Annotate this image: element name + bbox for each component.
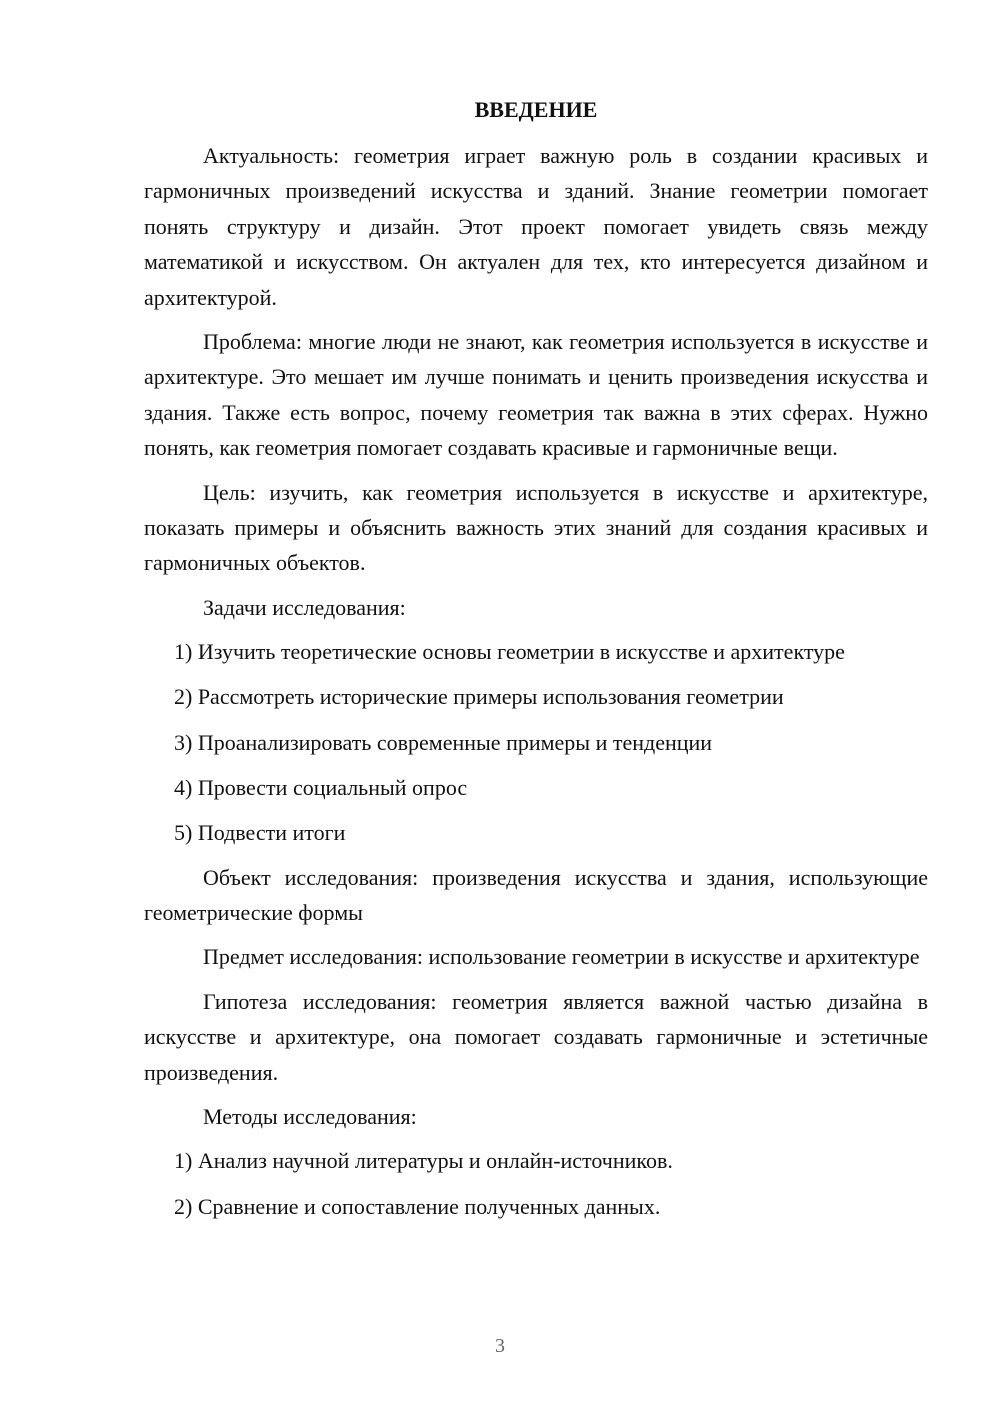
methods-heading: Методы исследования:: [203, 1103, 417, 1129]
method-item: 1) Анализ научной литературы и онлайн-источников.: [174, 1148, 673, 1174]
task-item: 1) Изучить теоретические основы геометрии в искусстве и архитектуре: [174, 639, 845, 665]
task-item: 5) Подвести итоги: [174, 820, 346, 846]
relevance-paragraph: Актуальность: геометрия играет важную роль в создании красивых и гармоничных произведений искусства и зданий. Знание геометрии помогает понять структуру и дизайн. Этот проект помогает увидеть связь между математикой и искусством. Он актуален для тех, кто интересуется дизайном и архитектурой.: [144, 143, 928, 310]
tasks-list: [144, 634, 928, 850]
method-item: 2) Сравнение и сопоставление полученных данных.: [174, 1193, 661, 1219]
goal-paragraph: Цель: изучить, как геометрия используется в искусстве и архитектуре, показать примеры и объяснить важность этих знаний для создания красивых и гармоничных объектов.: [144, 479, 928, 576]
task-item: 3) Проанализировать современные примеры и тенденции: [174, 729, 713, 755]
hypothesis-paragraph: Гипотеза исследования: геометрия является важной частью дизайна в искусстве и архитектуре, она помогает создавать гармоничные и эстетичные произведения.: [144, 988, 928, 1085]
page-title: ВВЕДЕНИЕ: [474, 97, 598, 122]
task-item: 2) Рассмотреть исторические примеры использования геометрии: [174, 684, 784, 710]
page-content: [144, 94, 928, 1233]
page-number: 3: [495, 1335, 505, 1357]
methods-list: [144, 1143, 928, 1224]
problem-paragraph: Проблема: многие люди не знают, как геометрия используется в искусстве и архитектуре. Это мешает им лучше понимать и ценить произведения искусства и здания. Также есть вопрос, почему геометрия так важна в этих сферах. Нужно понять, как геометрия помогает создавать красивые и гармоничные вещи.: [144, 329, 928, 461]
object-paragraph: Объект исследования: произведения искусства и здания, использующие геометрические формы: [144, 864, 928, 925]
task-item: 4) Провести социальный опрос: [174, 774, 468, 800]
subject-paragraph: Предмет исследования: использование геометрии в искусстве и архитектуре: [203, 944, 920, 970]
tasks-heading: Задачи исследования:: [203, 594, 406, 620]
